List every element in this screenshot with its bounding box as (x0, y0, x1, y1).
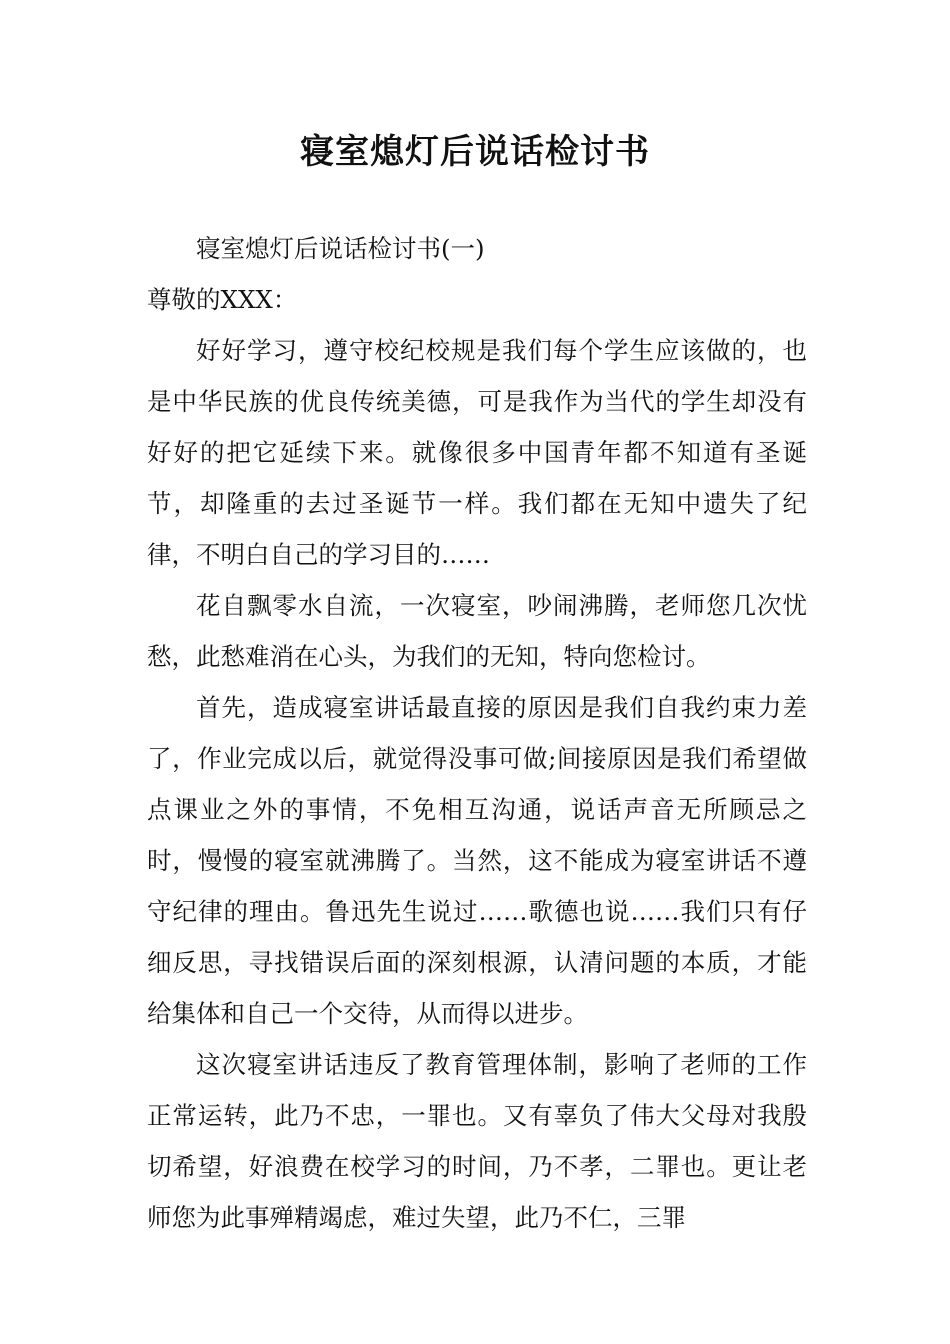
paragraph-3: 首先，造成寝室讲话最直接的原因是我们自我约束力差了，作业完成以后，就觉得没事可做;间接原因是我们希望做点课业之外的事情，不免相互沟通，说话声音无所顾忌之时，慢慢的寝室就沸腾了。当然，这不能成为寝室讲话不遵守纪律的理由。鲁迅先生说过……歌德也说……我们只有仔细反思，寻找错误后面的深刻根源，认清问题的本质，才能给集体和自己一个交待，从而得以进步。 (147, 693, 807, 1028)
salutation: 尊敬的XXX： (147, 285, 298, 314)
paragraph-2: 花自飘零水自流，一次寝室，吵闹沸腾，老师您几次忧愁，此愁难消在心头，为我们的无知，特向您检讨。 (147, 591, 807, 671)
document-title: 寝室熄灯后说话检讨书 (300, 132, 650, 172)
paragraph-1: 好好学习，遵守校纪校规是我们每个学生应该做的，也是中华民族的优良传统美德，可是我作为当代的学生却没有好好的把它延续下来。就像很多中国青年都不知道有圣诞节，却隆重的去过圣诞节一样。我们都在无知中遗失了纪律，不明白自己的学习目的…… (147, 336, 807, 569)
paragraph-4: 这次寝室讲话违反了教育管理体制，影响了老师的工作正常运转，此乃不忠，一罪也。又有辜负了伟大父母对我殷切希望，好浪费在校学习的时间，乃不孝，二罪也。更让老师您为此事殚精竭虑，难过失望，此乃不仁，三罪 (147, 1050, 807, 1232)
section-heading: 寝室熄灯后说话检讨书(一) (196, 234, 485, 263)
document-body (147, 223, 807, 1243)
